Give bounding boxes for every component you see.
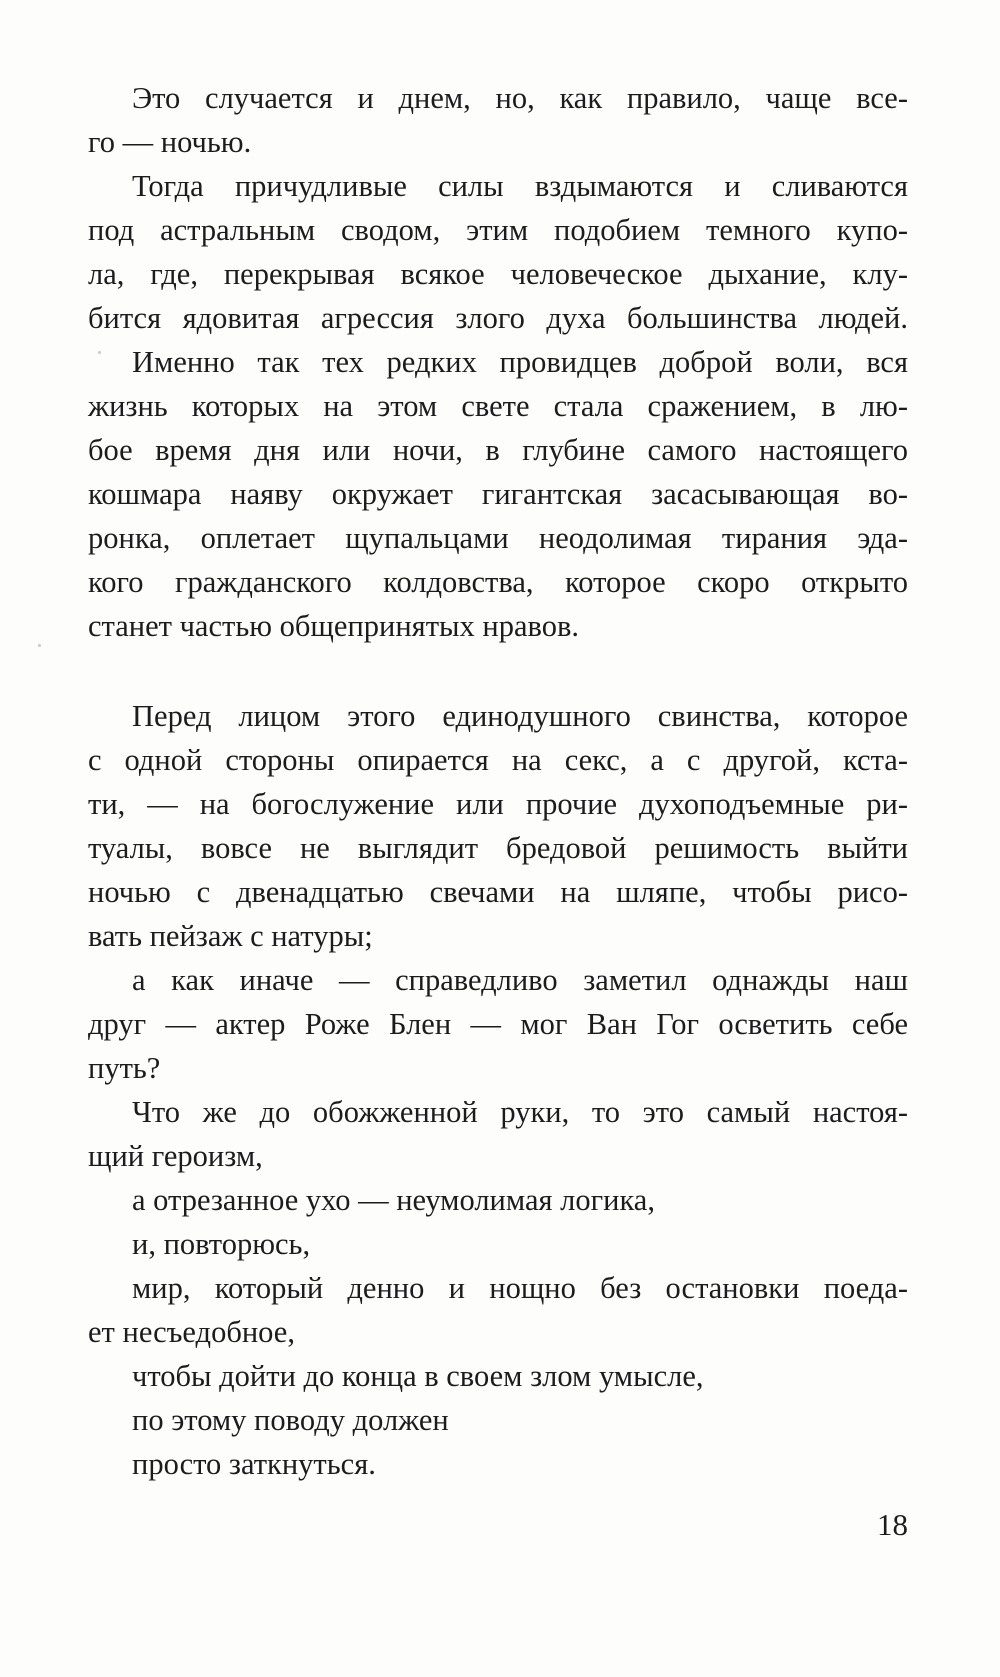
text-line: Именно так тех редких провидцев доброй воли, вся: [132, 345, 908, 379]
text-line: а как иначе — справедливо заметил однажды наш: [132, 963, 908, 997]
text-line: с одной стороны опирается на секс, а с другой, кста-: [88, 743, 908, 777]
text-line: ти, — на богослужение или прочие духоподъемные ри-: [88, 787, 908, 821]
text-line: друг — актер Роже Блен — мог Ван Гог осветить себе: [88, 1007, 908, 1041]
text-line: Перед лицом этого единодушного свинства, которое: [132, 699, 908, 733]
text-line: мир, который денно и нощно без остановки поеда-: [132, 1271, 908, 1305]
page-number: 18: [877, 1507, 908, 1542]
text-line: кошмара наяву окружает гигантская засасывающая во-: [88, 477, 908, 511]
text-line: жизнь которых на этом свете стала сражением, в лю-: [88, 389, 908, 423]
text-line: Тогда причудливые силы вздымаются и сливаются: [132, 169, 908, 203]
text-line: ет несъедобное,: [88, 1315, 295, 1349]
text-line: бится ядовитая агрессия злого духа большинства людей.: [88, 301, 908, 335]
text-line: чтобы дойти до конца в своем злом умысле,: [132, 1359, 704, 1393]
text-line: Что же до обожженной руки, то это самый настоя-: [132, 1095, 908, 1129]
text-line: ночью с двенадцатью свечами на шляпе, чтобы рисо-: [88, 875, 908, 909]
paper-speck: [38, 644, 41, 647]
text-line: и, повторюсь,: [132, 1227, 311, 1261]
text-line: путь?: [88, 1051, 161, 1085]
text-line: вать пейзаж с натуры;: [88, 919, 373, 953]
paper-speck: [98, 351, 101, 354]
text-line: го — ночью.: [88, 125, 252, 159]
text-line: щий героизм,: [88, 1139, 263, 1173]
text-line: по этому поводу должен: [132, 1403, 449, 1437]
text-line: просто заткнуться.: [132, 1447, 376, 1481]
text-line: бое время дня или ночи, в глубине самого настоящего: [88, 433, 908, 467]
text-line: станет частью общепринятых нравов.: [88, 609, 579, 643]
text-line: ла, где, перекрывая всякое человеческое дыхание, клу-: [88, 257, 908, 291]
text-line: кого гражданского колдовства, которое скоро открыто: [88, 565, 908, 599]
text-line: под астральным сводом, этим подобием темного купо-: [88, 213, 908, 247]
text-line: ронка, оплетает щупальцами неодолимая тирания эда-: [88, 521, 908, 555]
text-line: туалы, вовсе не выглядит бредовой решимость выйти: [88, 831, 908, 865]
text-line: а отрезанное ухо — неумолимая логика,: [132, 1183, 655, 1217]
text-line: Это случается и днем, но, как правило, чаще все-: [132, 81, 908, 115]
